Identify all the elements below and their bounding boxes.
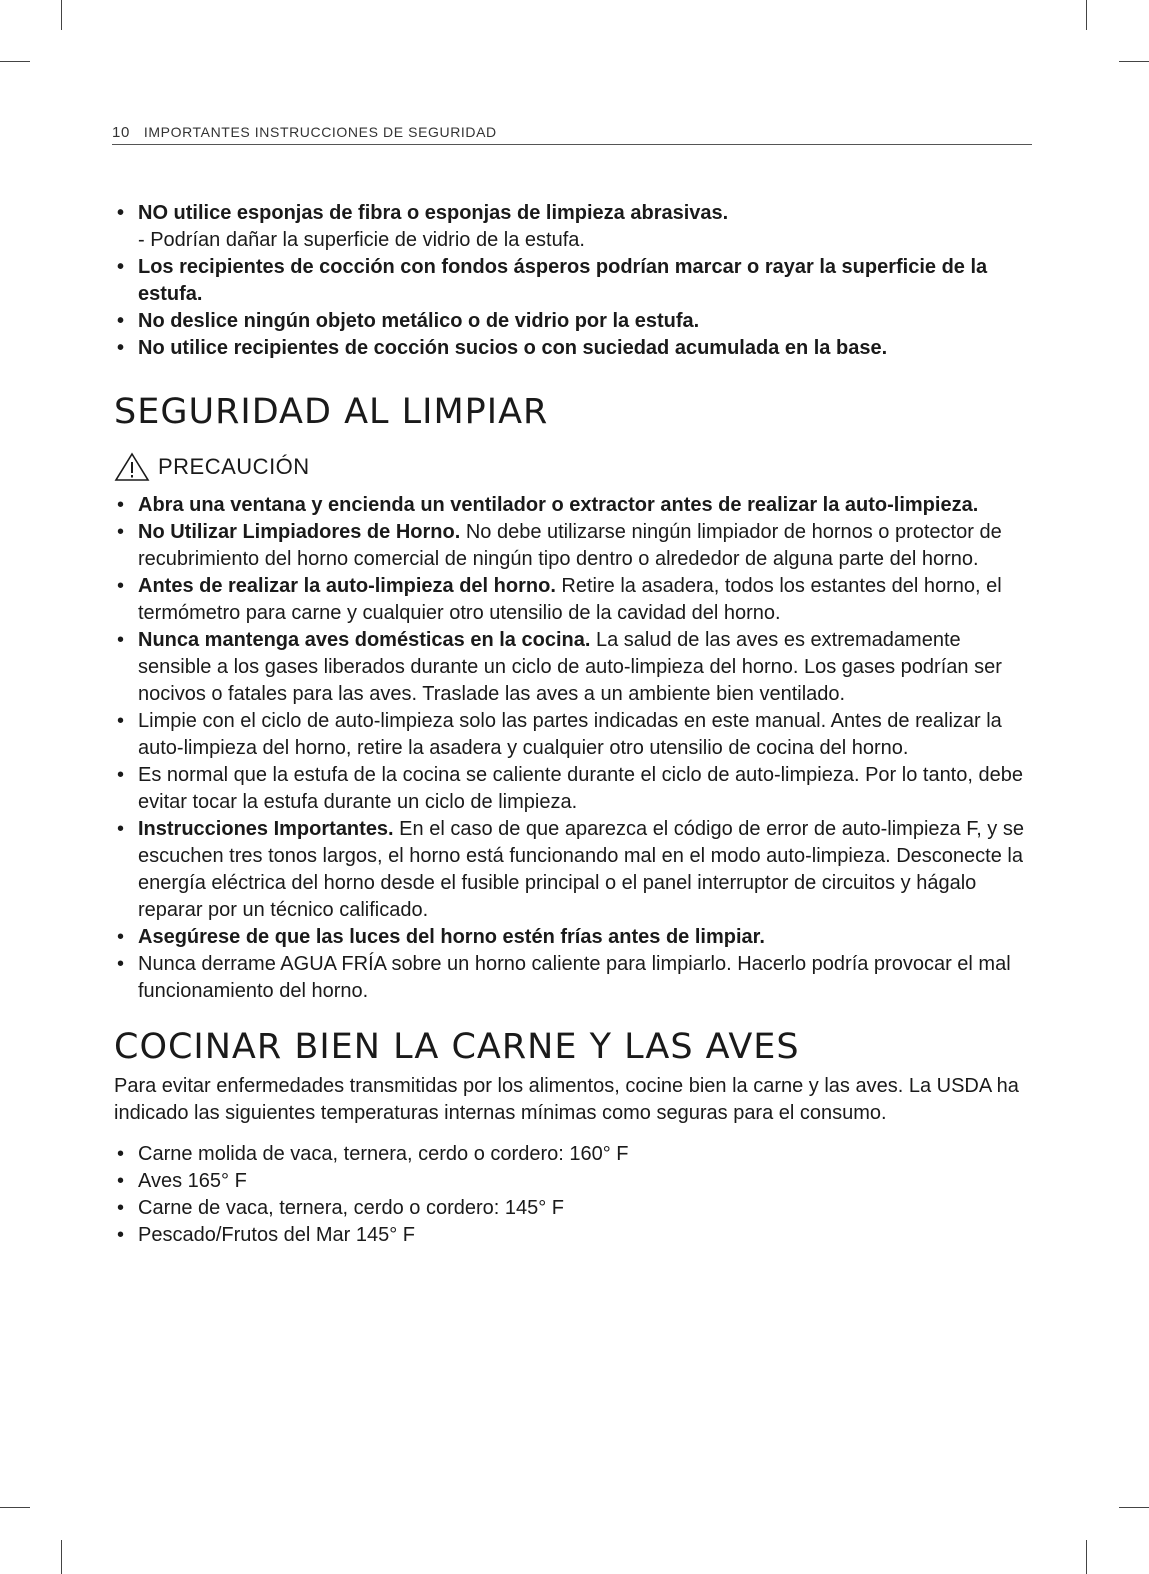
item-text: Nunca derrame AGUA FRÍA sobre un horno caliente para limpiarlo. Hacerlo podría provocar el mal funcionamiento del horno. (138, 953, 1011, 1002)
item-bold-text: Instrucciones Importantes. (138, 818, 394, 840)
temperature-item: • Aves 165° F (114, 1168, 1034, 1195)
item-bold-text: Abra una ventana y encienda un ventilador o extractor antes de realizar la auto-limpieza. (138, 494, 979, 516)
cleaning-safety-list (114, 492, 1034, 1005)
temperature-item: • Pescado/Frutos del Mar 145° F (114, 1222, 1034, 1249)
section-title-cooking: COCINAR BIEN LA CARNE Y LAS AVES (114, 1027, 800, 1067)
crop-mark (1119, 61, 1149, 62)
item-text: Es normal que la estufa de la cocina se caliente durante el ciclo de auto-limpieza. Por lo tanto, debe evitar tocar la estufa durante un ciclo de limpieza. (138, 764, 1023, 813)
page-header (112, 124, 1032, 145)
list-item (114, 492, 1034, 519)
intro-paragraph: Para evitar enfermedades transmitidas por los alimentos, cocine bien la carne y las aves. La USDA ha indicado las siguientes temperaturas internas mínimas como seguras para el consumo. (114, 1075, 1019, 1124)
list-item (114, 708, 1034, 762)
crop-mark (1086, 0, 1087, 30)
list-item (114, 762, 1034, 816)
caution-text: PRECAUCIÓN (158, 454, 310, 479)
page-number: 10 (112, 124, 130, 141)
cooktop-care-list (114, 200, 1034, 362)
item-bold-text: No Utilizar Limpiadores de Horno. (138, 521, 461, 543)
list-item (114, 816, 1034, 924)
list-item (114, 519, 1034, 573)
list-item: • Los recipientes de cocción con fondos ásperos podrían marcar o rayar la superficie de la estufa. (114, 254, 1034, 308)
list-item (114, 627, 1034, 708)
item-bold-text: Nunca mantenga aves domésticas en la cocina. (138, 629, 591, 651)
crop-mark (0, 1507, 30, 1508)
item-text: En el caso de que aparezca el código de error de auto-limpieza F, y se escuchen tres tonos largos, el horno está funcionando mal en el modo auto-limpieza. Desconecte la energía eléctrica del horno desde el fusible principal o el panel interruptor de circuitos y hágalo reparar por un técnico calificado. (138, 818, 1024, 921)
crop-mark (61, 0, 62, 30)
header-title: IMPORTANTES INSTRUCCIONES DE SEGURIDAD (143, 124, 497, 140)
list-item-sub: - Podrían dañar la superficie de vidrio de la estufa. (138, 229, 585, 251)
page-content (114, 200, 1034, 1249)
item-bold-text: Asegúrese de que las luces del horno estén frías antes de limpiar. (138, 926, 765, 948)
item-text: La salud de las aves es extremadamente sensible a los gases liberados durante un ciclo de auto-limpieza del horno. Los gases podrían ser nocivos o fatales para las aves. Traslade las aves a un ambiente bien ventilado. (138, 629, 1002, 705)
temperature-item: • Carne molida de vaca, ternera, cerdo o cordero: 160° F (114, 1141, 1034, 1168)
item-bold-text: Antes de realizar la auto-limpieza del horno. (138, 575, 556, 597)
warning-triangle-icon (114, 452, 150, 482)
list-item: • NO utilice esponjas de fibra o esponjas de limpieza abrasivas. (114, 200, 1034, 227)
crop-mark (1086, 1540, 1087, 1574)
temperature-item: • Carne de vaca, ternera, cerdo o cordero: 145° F (114, 1195, 1034, 1222)
list-item: • No deslice ningún objeto metálico o de vidrio por la estufa. (114, 308, 1034, 335)
temperature-list (114, 1141, 1034, 1249)
crop-mark (61, 1540, 62, 1574)
list-item: • No utilice recipientes de cocción sucios o con suciedad acumulada en la base. (114, 335, 1034, 362)
list-item (114, 924, 1034, 951)
list-item (114, 951, 1034, 1005)
list-item (114, 573, 1034, 627)
crop-mark (1119, 1507, 1149, 1508)
item-text: Limpie con el ciclo de auto-limpieza solo las partes indicadas en este manual. Antes de realizar la auto-limpieza del horno, retire la asadera y cualquier otro utensilio de cocina del horno. (138, 710, 1002, 759)
crop-mark (0, 61, 30, 62)
caution-label (114, 452, 1034, 482)
section-title-cleaning: SEGURIDAD AL LIMPIAR (114, 392, 549, 432)
item-text: No debe utilizarse ningún limpiador de hornos o protector de recubrimiento del horno comercial de ningún tipo dentro o alrededor de alguna parte del horno. (138, 521, 1002, 570)
item-text: Retire la asadera, todos los estantes del horno, el termómetro para carne y cualquier otro utensilio de la cavidad del horno. (138, 575, 1002, 624)
